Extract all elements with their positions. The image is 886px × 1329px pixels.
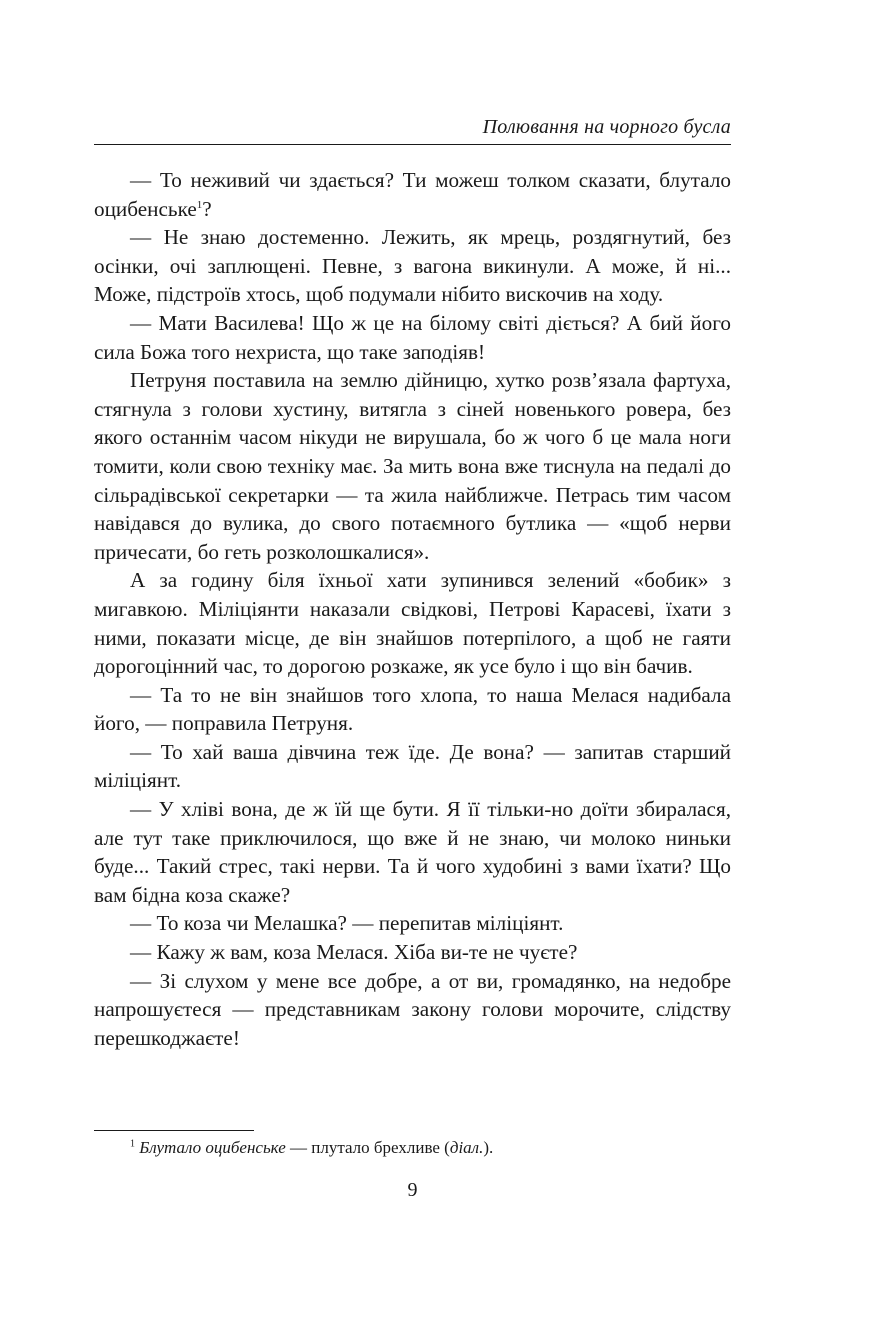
running-title: Полювання на чорного бусла xyxy=(482,116,731,138)
header-rule xyxy=(94,144,731,145)
page-number: 9 xyxy=(407,1179,418,1201)
paragraph-1 xyxy=(94,166,731,223)
footnote-marker: 1 xyxy=(130,1138,135,1150)
paragraph-4: Петруня поставила на землю дійницю, хутко розв’язала фартуха, стягнула з голови хустину, витягла з сіней новенького ровера, без якого останнім часом нікуди не вирушала, бо ж чого б це мала ноги томити, коли свою техніку має. За мить вона вже тиснула на педалі до сільрадівської секретарки — та жила найближче. Петрась тим часом навідався до вулика, до свого потаємного бутлика — «щоб нерви причесати, бо геть розколошкалися». xyxy=(94,368,731,564)
footnote-label: діал. xyxy=(449,1138,484,1157)
paragraph-1-text: — То неживий чи здається? Ти можеш толком сказати, блутало оцибенське xyxy=(94,168,731,221)
paragraph-9: — То коза чи Мелашка? — перепитав міліціянт. xyxy=(130,911,564,936)
footnote-definition: плутало брехливе ( xyxy=(311,1138,450,1157)
paragraph-3: — Мати Василева! Що ж це на білому світі діється? А бий його сила Божа того нехриста, що таке заподіяв! xyxy=(94,310,731,364)
footnote-close: ). xyxy=(483,1138,494,1157)
footnote-rule xyxy=(94,1130,254,1131)
main-text xyxy=(94,166,731,1052)
paragraph-11: — Зі слухом у мене все добре, а от ви, громадянко, на недобре напрошуєтеся — представникам закону голови морочите, слідству перешкоджаєте! xyxy=(94,968,731,1050)
footnote xyxy=(94,1136,731,1160)
footnote-reference: 1 xyxy=(196,198,203,211)
paragraph-7: — То хай ваша дівчина теж їде. Де вона? — запитав старший міліціянт. xyxy=(94,739,731,793)
paragraph-2: — Не знаю достеменно. Лежить, як мрець, роздягнутий, без осінки, очі заплющені. Певне, з вагона викинули. А може, й ні... Може, підстроїв хтось, щоб подумали нібито вискочив на ходу. xyxy=(94,225,731,307)
footnote-term: Блутало оцибенське xyxy=(139,1138,286,1157)
footnote-dash: — xyxy=(285,1138,312,1157)
paragraph-10: — Кажу ж вам, коза Мелася. Хіба ви-те не чуєте? xyxy=(130,940,578,965)
paragraph-6: — Та то не він знайшов того хлопа, то наша Мелася надибала його, — поправила Петруня. xyxy=(94,682,731,736)
paragraph-8: — У хліві вона, де ж їй ще бути. Я її тільки-но доїти збиралася, але тут таке приключилося, що вже й не знаю, чи молоко ниньки буде... Такий стрес, такі нерви. Та й чого худобині з вами їхати? Що вам бідна коза скаже? xyxy=(94,797,731,907)
paragraph-5: А за годину біля їхньої хати зупинився зелений «бобик» з мигавкою. Міліціянти наказали свідкові, Петрові Карасеві, їхати з ними, показати місце, де він знайшов потерпілого, а щоб не гаяти дорогоцінний час, то дорогою розкаже, як усе було і що він бачив. xyxy=(94,568,731,679)
paragraph-1-end: ? xyxy=(202,196,212,221)
